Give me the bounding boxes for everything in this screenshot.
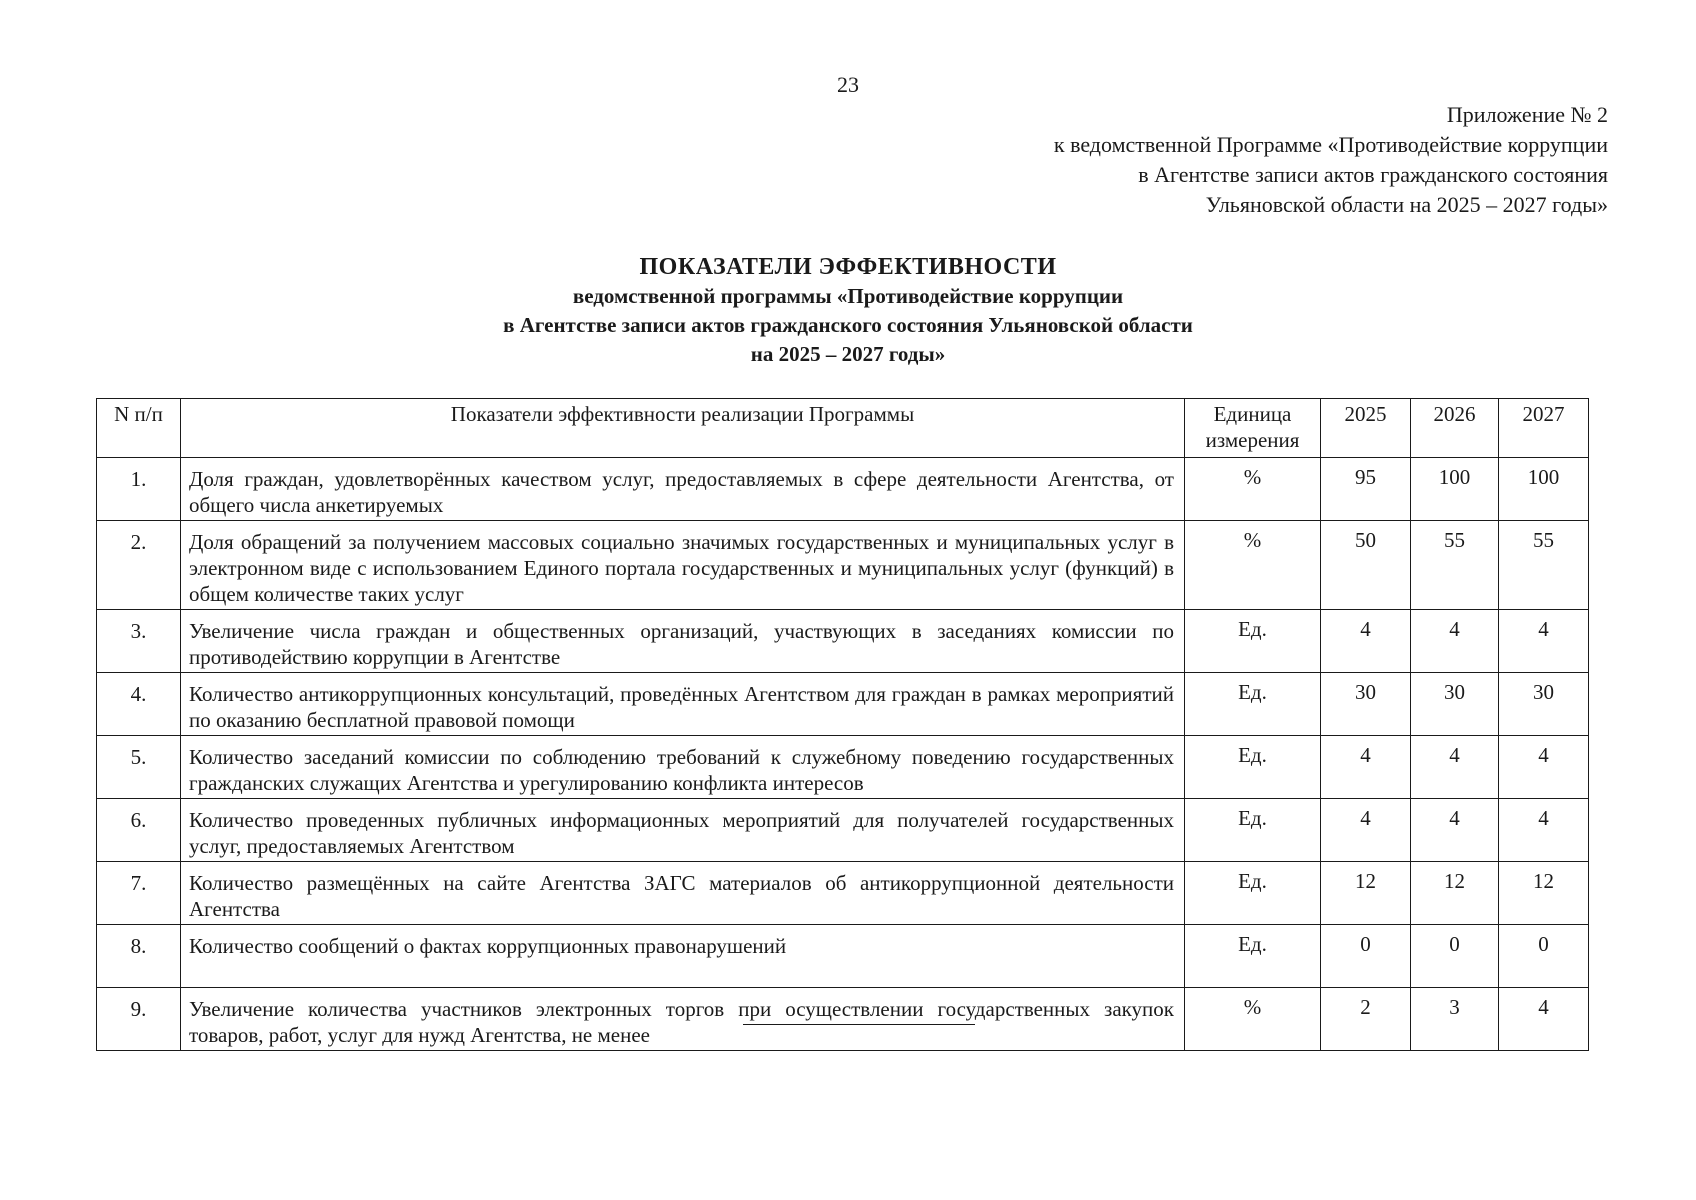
row-num: 4. (97, 673, 181, 736)
row-value-2026: 0 (1411, 925, 1499, 988)
title-line-1: ПОКАЗАТЕЛИ ЭФФЕКТИВНОСТИ (639, 254, 1057, 280)
row-indicator: Количество антикоррупционных консультаций, проведённых Агентством для граждан в рамках мероприятий по оказанию бесплатной правовой помощи (181, 673, 1185, 736)
row-value-2027: 0 (1499, 925, 1589, 988)
table-row (97, 988, 1589, 1051)
row-unit: % (1185, 988, 1321, 1051)
appendix-note (1054, 100, 1608, 220)
row-indicator: Увеличение количества участников электронных торгов при осуществлении государственных закупок товаров, работ, услуг для нужд Агентства, не менее (181, 988, 1185, 1051)
table-row (97, 799, 1589, 862)
row-value-2027: 4 (1499, 988, 1589, 1051)
row-value-2027: 55 (1499, 521, 1589, 610)
row-indicator: Количество сообщений о фактах коррупционных правонарушений (181, 925, 1185, 988)
appendix-line-1: Приложение № 2 (1446, 102, 1608, 127)
row-value-2027: 4 (1499, 799, 1589, 862)
row-value-2025: 30 (1321, 673, 1411, 736)
row-value-2025: 50 (1321, 521, 1411, 610)
row-value-2025: 12 (1321, 862, 1411, 925)
row-indicator: Количество проведенных публичных информационных мероприятий для получателей государственных услуг, предоставляемых Агентством (181, 799, 1185, 862)
row-value-2026: 100 (1411, 458, 1499, 521)
appendix-line-4: Ульяновской области на 2025 – 2027 годы» (1205, 192, 1608, 217)
row-unit: Ед. (1185, 673, 1321, 736)
row-value-2026: 4 (1411, 799, 1499, 862)
appendix-line-3: в Агентстве записи актов гражданского состояния (1138, 162, 1608, 187)
row-indicator: Количество заседаний комиссии по соблюдению требований к служебному поведению государственных гражданских служащих Агентства и урегулированию конфликта интересов (181, 736, 1185, 799)
row-unit: Ед. (1185, 799, 1321, 862)
table-header-row (97, 399, 1589, 458)
row-value-2026: 55 (1411, 521, 1499, 610)
table-row (97, 736, 1589, 799)
title-line-2: ведомственной программы «Противодействие коррупции (572, 284, 1124, 308)
row-value-2026: 3 (1411, 988, 1499, 1051)
row-indicator: Количество размещённых на сайте Агентства ЗАГС материалов об антикоррупционной деятельности Агентства (181, 862, 1185, 925)
table-row (97, 673, 1589, 736)
document-title (0, 252, 1696, 369)
row-value-2027: 4 (1499, 736, 1589, 799)
row-num: 7. (97, 862, 181, 925)
row-unit: Ед. (1185, 610, 1321, 673)
row-unit: Ед. (1185, 925, 1321, 988)
header-2027: 2027 (1499, 399, 1589, 458)
row-value-2025: 95 (1321, 458, 1411, 521)
table-row (97, 925, 1589, 988)
header-2026: 2026 (1411, 399, 1499, 458)
row-unit: % (1185, 458, 1321, 521)
row-value-2025: 4 (1321, 736, 1411, 799)
end-of-document-rule (743, 1024, 975, 1025)
row-num: 6. (97, 799, 181, 862)
title-line-3: в Агентстве записи актов гражданского состояния Ульяновской области (503, 313, 1193, 337)
row-value-2026: 4 (1411, 610, 1499, 673)
row-num: 3. (97, 610, 181, 673)
row-num: 1. (97, 458, 181, 521)
row-value-2025: 4 (1321, 799, 1411, 862)
row-value-2025: 2 (1321, 988, 1411, 1051)
row-unit: % (1185, 521, 1321, 610)
header-unit: Единица измерения (1185, 399, 1321, 458)
header-num: N п/п (97, 399, 181, 458)
table-row (97, 610, 1589, 673)
row-indicator: Доля обращений за получением массовых социально значимых государственных и муниципальных услуг в электронном виде с использованием Единого портала государственных и муниципальных услуг (функций) в общем количестве таких услуг (181, 521, 1185, 610)
row-value-2026: 4 (1411, 736, 1499, 799)
row-num: 8. (97, 925, 181, 988)
row-value-2026: 30 (1411, 673, 1499, 736)
header-2025: 2025 (1321, 399, 1411, 458)
table-row (97, 521, 1589, 610)
row-value-2026: 12 (1411, 862, 1499, 925)
row-value-2027: 30 (1499, 673, 1589, 736)
row-unit: Ед. (1185, 862, 1321, 925)
row-value-2025: 4 (1321, 610, 1411, 673)
title-line-4: на 2025 – 2027 годы» (750, 342, 946, 366)
row-value-2025: 0 (1321, 925, 1411, 988)
indicators-table (96, 398, 1589, 1051)
table-row (97, 862, 1589, 925)
row-unit: Ед. (1185, 736, 1321, 799)
row-indicator: Доля граждан, удовлетворённых качеством услуг, предоставляемых в сфере деятельности Агентства, от общего числа анкетируемых (181, 458, 1185, 521)
table-row (97, 458, 1589, 521)
row-value-2027: 4 (1499, 610, 1589, 673)
appendix-line-2: к ведомственной Программе «Противодействие коррупции (1053, 132, 1608, 157)
page-number: 23 (837, 72, 859, 97)
row-value-2027: 12 (1499, 862, 1589, 925)
row-num: 5. (97, 736, 181, 799)
row-value-2027: 100 (1499, 458, 1589, 521)
header-indicator: Показатели эффективности реализации Программы (181, 399, 1185, 458)
row-indicator: Увеличение числа граждан и общественных организаций, участвующих в заседаниях комиссии по противодействию коррупции в Агентстве (181, 610, 1185, 673)
row-num: 2. (97, 521, 181, 610)
row-num: 9. (97, 988, 181, 1051)
